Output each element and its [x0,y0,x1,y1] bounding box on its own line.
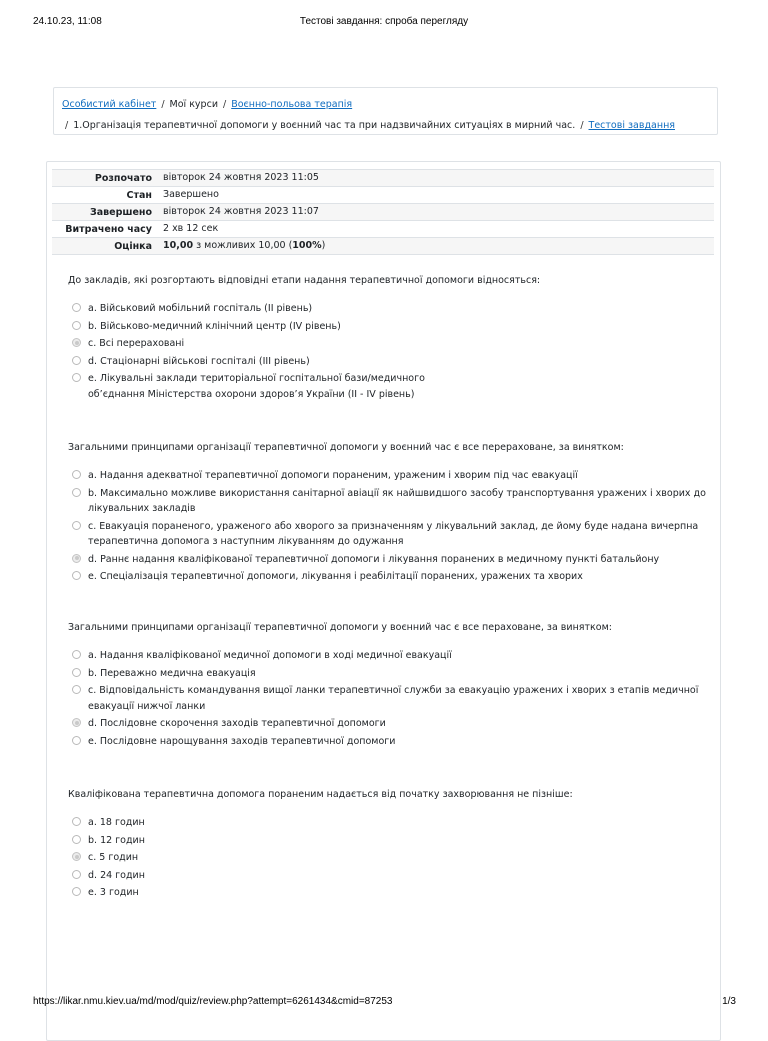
radio-button [72,668,81,677]
answer-label: e. Послідовне нарощування заходів терапевтичної допомоги [88,735,396,747]
answer-option [68,301,708,317]
answer-option-selected [68,336,708,352]
summary-row-time [52,221,714,238]
radio-button-checked [72,852,81,861]
answer-label-cont: лікувальних закладів [88,503,196,514]
question-2 [68,441,708,587]
question-4 [68,788,708,903]
answer-option [68,371,708,402]
breadcrumb-link-course[interactable]: Воєнно-польова терапія [231,99,353,110]
answer-label: b. 12 годин [88,834,145,846]
answer-label: d. Послідовне скорочення заходів терапевтичної допомоги [88,718,386,729]
answer-label: a. Надання адекватної терапевтичної допомоги пораненим, ураженим і хворим під час евакуації [88,470,578,481]
answer-label: b. Військово-медичний клінічний центр (IV рівень) [88,320,341,332]
summary-value [161,238,714,255]
breadcrumb-separator: / [580,120,584,131]
answer-label-cont: об’єднання Міністерства охорони здоров’я України (II - IV рівень) [88,388,415,400]
answer-label: c. Всі перераховані [88,338,185,349]
answer-option-selected [68,716,708,732]
summary-label: Стан [52,187,161,204]
answer-option-selected [68,552,708,568]
answer-option [68,519,708,550]
summary-row-started [52,170,714,187]
answer-option [68,734,708,750]
breadcrumb-separator: / [65,120,69,131]
breadcrumb-link-cabinet[interactable]: Особистий кабінет [62,99,157,110]
answer-label: c. Відповідальність командування вищої ланки терапевтичної служби за евакуацію уражених і хворих з етапів медичної [88,685,699,696]
breadcrumb-separator: / [161,99,165,110]
breadcrumb-link-quiz[interactable]: Тестові завдання [588,120,675,131]
radio-button [72,470,81,479]
breadcrumb-separator: / [223,99,227,110]
answer-label-cont: евакуації нижчої ланки [88,700,206,712]
answer-label: c. Евакуація пораненого, ураженого або хворого за призначенням у лікувальний заклад, де йому буде надана вичерпна [88,520,699,532]
breadcrumb-item-courses: Мої курси [169,99,218,110]
summary-row-grade [52,238,714,255]
summary-label: Завершено [52,204,161,221]
print-header [0,16,768,30]
answer-option [68,319,708,335]
radio-button-checked [72,554,81,563]
answer-label: b. Переважно медична евакуація [88,667,256,679]
answer-label: d. Стаціонарні військові госпіталі (III рівень) [88,355,310,367]
breadcrumb [53,87,718,135]
answer-option [68,354,708,370]
answer-label: e. Спеціалізація терапевтичної допомоги, лікування і реабілітації поранених, уражених та хворих [88,571,583,582]
attempt-summary-table [52,169,714,255]
answer-label: e. 3 годин [88,887,139,898]
answer-option [68,885,708,901]
answer-label: a. Надання кваліфікованої медичної допомоги в ході медичної евакуації [88,650,452,661]
breadcrumb-item-section: 1.Організація терапевтичної допомоги у воєнний час та при надзвичайних ситуаціях в мирний час. [73,120,576,131]
grade-text: з можливих 10,00 ( [193,240,293,251]
answer-option [68,815,708,831]
grade-score: 10,00 [163,240,194,251]
print-title: Тестові завдання: спроба перегляду [299,16,469,27]
answer-option [68,683,708,714]
print-url: https://likar.nmu.kiev.ua/md/mod/quiz/review.php?attempt=6261434&cmid=87253 [33,996,393,1007]
radio-button [72,650,81,659]
answer-label: d. Раннє надання кваліфікованої терапевтичної допомоги і лікування поранених в медичному пункті батальйону [88,553,660,565]
summary-value: вівторок 24 жовтня 2023 11:05 [161,170,714,187]
question-text: Загальними принципами організації терапевтичної допомоги у воєнний час є все перераховане, за винятком: [68,442,624,453]
radio-button [72,488,81,497]
print-datetime: 24.10.23, 11:08 [33,16,102,27]
question-1 [68,274,708,404]
answer-label: a. Військовий мобільний госпіталь (II рівень) [88,303,313,314]
print-page-number: 1/3 [722,996,736,1007]
summary-value: 2 хв 12 сек [161,221,714,238]
summary-label: Розпочато [52,170,161,187]
radio-button [72,321,81,330]
radio-button [72,303,81,312]
summary-row-state [52,187,714,204]
radio-button [72,373,81,382]
answer-label: b. Максимально можливе використання санітарної авіації як найшвидшого засобу транспортування уражених і хворих до [88,487,706,499]
question-text: До закладів, які розгортають відповідні етапи надання терапевтичної допомоги відносяться: [68,275,541,286]
question-text: Кваліфікована терапевтична допомога пораненим надається від початку захворювання не пізніше: [68,789,573,800]
summary-label: Витрачено часу [52,221,161,238]
summary-row-completed [52,204,714,221]
summary-value: вівторок 24 жовтня 2023 11:07 [161,204,714,221]
answer-label: a. 18 годин [88,817,145,828]
radio-button [72,887,81,896]
radio-button [72,571,81,580]
grade-text-end: ) [321,240,326,251]
answer-label: d. 24 годин [88,869,145,881]
answer-label-cont: терапевтична допомога з наступним лікуванням до одужання [88,536,404,547]
answer-option [68,648,708,664]
answer-option [68,468,708,484]
radio-button [72,835,81,844]
radio-button-checked [72,718,81,727]
question-3 [68,621,708,751]
answer-label: e. Лікувальні заклади територіальної госпітальної бази/медичного [88,373,425,384]
answer-label: c. 5 годин [88,852,139,863]
grade-percent: 100% [292,240,322,251]
radio-button [72,870,81,879]
answer-option [68,486,708,517]
answer-option [68,569,708,585]
radio-button [72,817,81,826]
radio-button [72,356,81,365]
summary-value: Завершено [161,187,714,204]
breadcrumb-line-1 [62,94,709,115]
radio-button-checked [72,338,81,347]
radio-button [72,521,81,530]
summary-label: Оцінка [52,238,161,255]
breadcrumb-line-2 [62,115,709,136]
answer-option-selected [68,850,708,866]
radio-button [72,736,81,745]
question-text: Загальними принципами організації терапевтичної допомоги у воєнний час є все пераховане, за винятком: [68,622,612,633]
answer-option [68,666,708,682]
answer-option [68,868,708,884]
radio-button [72,685,81,694]
print-footer [0,996,768,1010]
answer-option [68,833,708,849]
